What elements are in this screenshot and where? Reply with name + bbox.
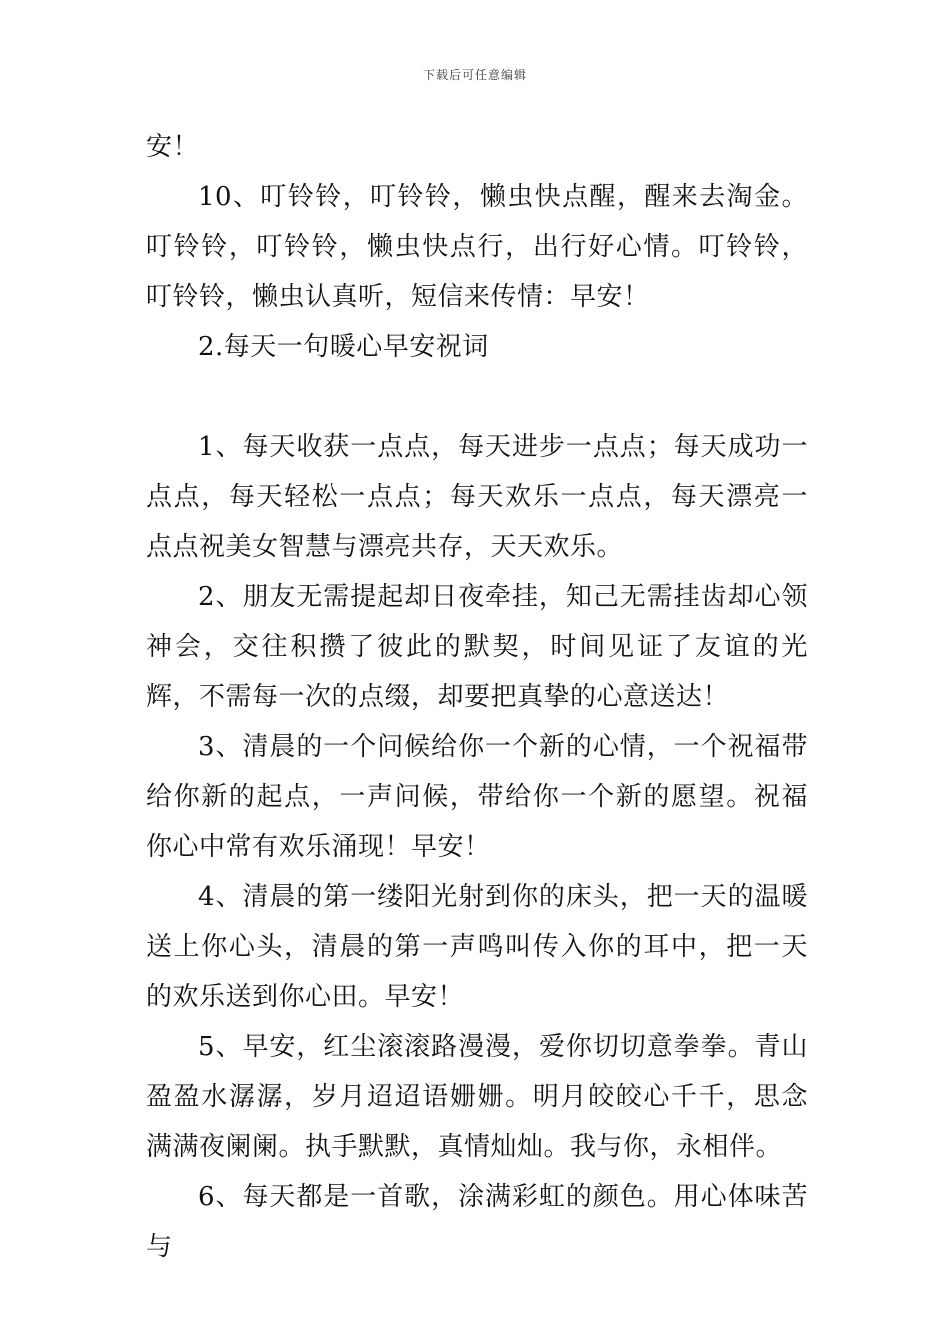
paragraph-item-10: 10、叮铃铃，叮铃铃，懒虫快点醒，醒来去淘金。叮铃铃，叮铃铃，懒虫快点行，出行好心情。叮铃铃，叮铃铃，懒虫认真听，短信来传情：早安！: [146, 182, 808, 312]
paragraph-item-4: 4、清晨的第一缕阳光射到你的床头，把一天的温暖送上你心头，清晨的第一声鸣叫传入你的耳中，把一天的欢乐送到你心田。早安！: [146, 882, 808, 1012]
paragraph-item-5: 5、早安，红尘滚滚路漫漫，爱你切切意拳拳。青山盈盈水潺潺，岁月迢迢语姗姗。明月皎皎心千千，思念满满夜阑阑。执手默默，真情灿灿。我与你，永相伴。: [146, 1032, 808, 1162]
blank-line: [146, 372, 808, 422]
paragraph-item-6: 6、每天都是一首歌，涂满彩虹的颜色。用心体味苦与: [146, 1182, 808, 1262]
paragraph-item-3: 3、清晨的一个问候给你一个新的心情，一个祝福带给你新的起点，一声问候，带给你一个新的愿望。祝福你心中常有欢乐涌现！早安！: [146, 732, 808, 862]
paragraph-item-1: 1、每天收获一点点，每天进步一点点；每天成功一点点，每天轻松一点点；每天欢乐一点点，每天漂亮一点点祝美女智慧与漂亮共存，天天欢乐。: [146, 432, 808, 562]
document-body: [146, 122, 808, 1272]
section-heading: 2.每天一句暖心早安祝词: [198, 332, 489, 362]
paragraph-item-2: 2、朋友无需提起却日夜牵挂，知己无需挂齿却心领神会，交往积攒了彼此的默契，时间见证了友谊的光辉，不需每一次的点缀，却要把真挚的心意送达！: [146, 582, 808, 712]
page-header: 下载后可任意编辑: [422, 68, 527, 82]
paragraph-continuation: 安！: [146, 132, 200, 162]
